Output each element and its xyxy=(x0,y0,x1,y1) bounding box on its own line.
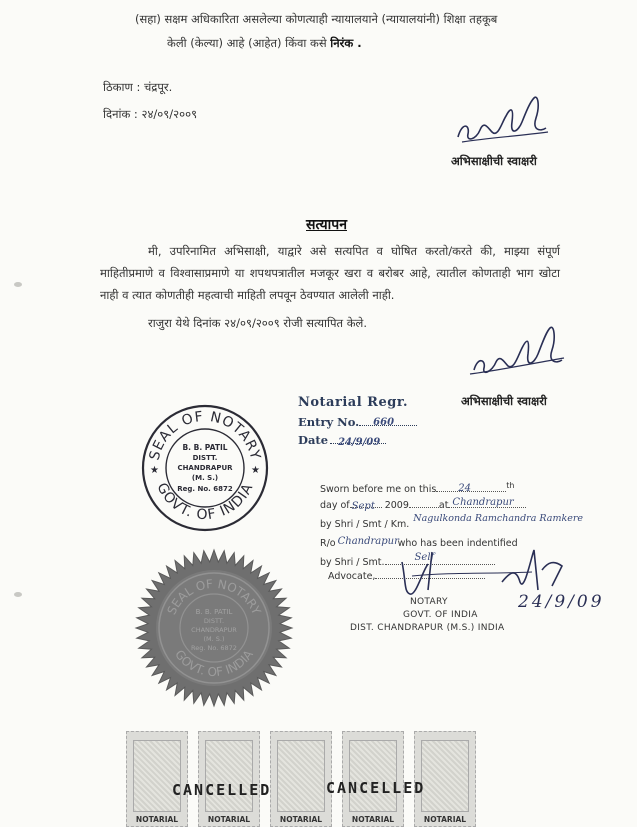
seal-line-4: (M. S.) xyxy=(191,474,219,482)
sworn-label-1: Sworn before me on this xyxy=(320,484,437,496)
sworn-place-value: Chandrapur xyxy=(452,497,514,508)
sworn-year: 2009 xyxy=(384,500,409,511)
sworn-line-1 xyxy=(320,481,514,495)
sworn-label-2: day of xyxy=(320,500,350,511)
stamp-label: NOTARIAL xyxy=(135,815,179,824)
gold-seal-line-1: B. B. PATIL xyxy=(195,608,233,616)
sworn-label-4: R/o xyxy=(320,538,336,549)
gold-seal-top-text: SEAL OF NOTARY xyxy=(164,576,264,617)
date-line: दिनांक : २४/०९/२००९ xyxy=(103,107,198,121)
stamp-label: NOTARIAL xyxy=(279,815,323,824)
sworn-year-field xyxy=(409,507,439,508)
notarial-stamp xyxy=(270,731,332,827)
signature-label: अभिसाक्षीची स्वाक्षरी xyxy=(451,154,537,168)
notarial-date-label: Date xyxy=(298,433,329,447)
gold-seal-line-2: DISTT. xyxy=(203,617,225,625)
sworn-label-5: by Shri / Smt. xyxy=(320,557,385,568)
notarial-regr-heading: Notarial Regr. xyxy=(298,395,409,410)
verification-text: मी, उपरिनामित अभिसाक्षी, याद्वारे असे सत्यपित व घोषित करतो/करते की, माझ्या संपूर्ण माहितीप्रमाणे व विश्वासाप्रमाणे या शपथपत्रातील मजकूर खरा व बरोबर आहे, त्यातील कोणताही भाग खोटा नाही व त्यात कोणतीही महत्वाची माहिती लपवून ठेवण्यात आलेली नाही. xyxy=(100,244,560,302)
notary-title: NOTARY xyxy=(410,597,448,607)
notary-district: DIST. CHANDRAPUR (M.S.) INDIA xyxy=(350,623,505,633)
sworn-label-3: by Shri / Smt / Km. xyxy=(320,519,410,530)
binder-hole xyxy=(14,282,22,287)
signature-label-2: अभिसाक्षीची स्वाक्षरी xyxy=(461,394,547,408)
header-line-2-text: केली (केल्या) आहे (आहेत) किंवा कसे xyxy=(167,36,327,50)
verification-date-line: राजुरा येथे दिनांक २४/०९/२००९ रोजी सत्यापित केले. xyxy=(148,316,368,330)
sworn-label-6: Advocate, xyxy=(328,571,376,582)
notary-seal-stamp xyxy=(140,403,270,533)
sworn-place-field xyxy=(448,497,526,508)
sworn-name-value: Nagulkonda Ramchandra Ramkere xyxy=(413,513,583,524)
cancelled-mark-1: CANCELLED xyxy=(172,781,272,799)
notarial-stamp xyxy=(198,731,260,827)
sworn-identified-text: who has been indentified xyxy=(397,538,518,549)
binder-hole xyxy=(14,592,22,597)
seal-line-5: Reg. No. 6872 xyxy=(177,485,233,493)
entry-no-field xyxy=(359,417,417,428)
seal-star-right: ★ xyxy=(251,465,260,476)
sworn-ro-value: Chandrapur xyxy=(337,536,399,547)
sworn-month-value: Sept xyxy=(351,501,375,512)
notarial-date-line xyxy=(298,433,386,447)
notary-govt: GOVT. OF INDIA xyxy=(403,610,478,620)
seal-top-text: SEAL OF NOTARY xyxy=(146,408,264,462)
header-line-2-bold: निरंक . xyxy=(330,36,362,50)
seal-line-2: DISTT. xyxy=(192,454,218,462)
deponent-signature xyxy=(448,92,558,152)
header-line-2 xyxy=(167,36,362,51)
gold-seal-line-4: (M. S.) xyxy=(203,635,225,643)
sworn-day-value: 24 xyxy=(458,483,472,495)
sworn-day-field xyxy=(436,483,506,495)
place-line: ठिकाण : चंद्रपूर. xyxy=(103,80,173,94)
seal-bottom-text: GOVT. OF INDIA xyxy=(153,480,257,524)
sworn-line-2 xyxy=(320,497,526,512)
notarial-date-field xyxy=(330,437,386,448)
entry-no-line xyxy=(298,415,417,429)
entry-no-value: 660 xyxy=(373,417,395,428)
verification-title: सत्यापन xyxy=(306,217,347,233)
stamp-label: NOTARIAL xyxy=(207,815,251,824)
notarial-stamp xyxy=(126,731,188,827)
notarial-stamps-strip xyxy=(122,731,482,825)
sworn-at: at xyxy=(438,500,449,511)
verification-paragraph xyxy=(100,240,560,306)
seal-star-left: ★ xyxy=(150,465,159,476)
sworn-month-field xyxy=(350,501,382,512)
embossed-notary-seal xyxy=(134,548,294,708)
cancelled-mark-2: CANCELLED xyxy=(326,779,426,797)
gold-seal-line-3: CHANDRAPUR xyxy=(191,626,237,634)
deponent-signature-2 xyxy=(466,322,566,384)
gold-seal-bottom-text: GOVT. OF INDIA xyxy=(172,647,256,680)
gold-seal-line-5: Reg. No. 6872 xyxy=(191,644,237,652)
stamp-label: NOTARIAL xyxy=(423,815,467,824)
seal-line-3: CHANDRAPUR xyxy=(177,464,233,472)
sworn-by-value: Self xyxy=(414,552,435,563)
entry-no-label: Entry No. xyxy=(298,415,360,429)
notary-date-handwritten: 24/9/09 xyxy=(518,592,605,612)
header-line-1: (सहा) सक्षम अधिकारिता असलेल्या कोणत्याही न्यायालयाने (न्यायालयांनी) शिक्षा तहकूब xyxy=(135,12,498,26)
sworn-day-suffix: th xyxy=(506,481,515,490)
stamp-label: NOTARIAL xyxy=(351,815,395,824)
seal-line-1: B. B. PATIL xyxy=(182,443,228,452)
sworn-line-3 xyxy=(320,513,609,530)
notarial-date-value: 24/9/09 xyxy=(338,437,381,448)
